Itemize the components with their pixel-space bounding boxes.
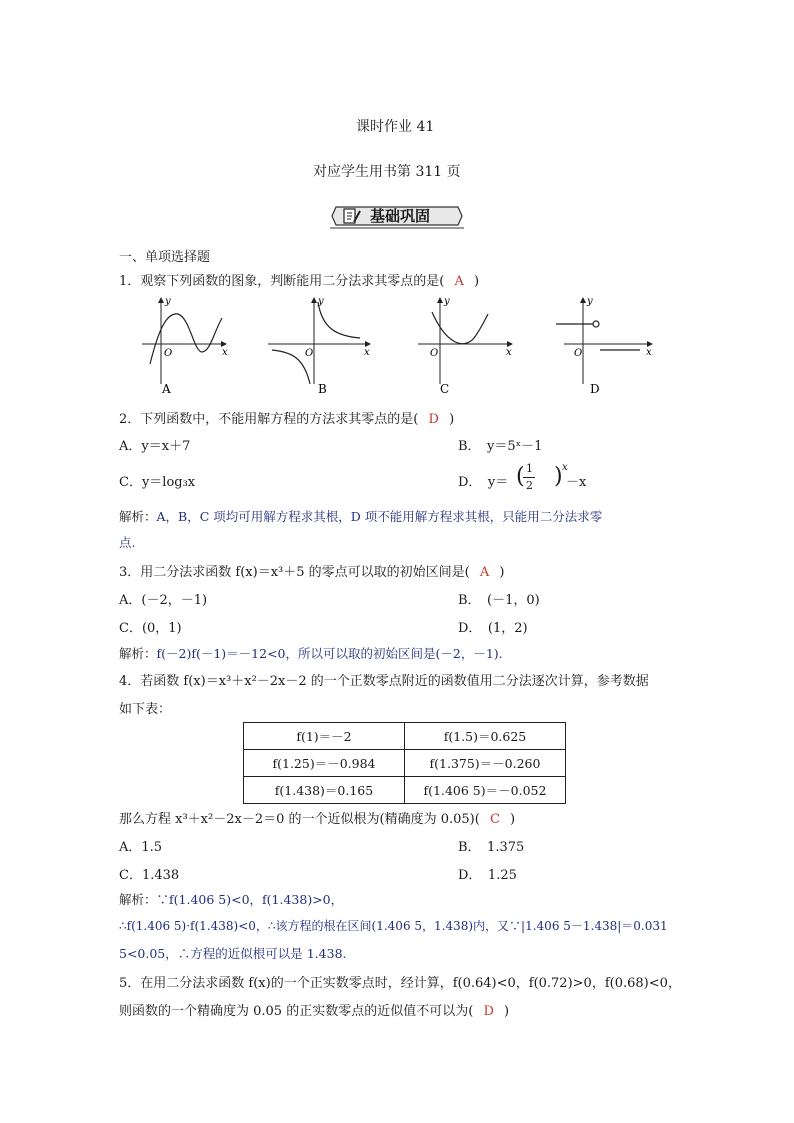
question-2-solution-line-2: 点. <box>119 535 136 550</box>
question-5-text: 则函数的一个精确度为 0.05 的正实数零点的近似值不可以为( <box>119 1004 474 1019</box>
badge-graphic <box>330 203 464 229</box>
graph-c <box>418 296 512 396</box>
page-subtitle: 对应学生用书第 311 页 <box>313 164 461 180</box>
question-5-line-1: 5．在用二分法求函数 f(x)的一个正实数零点时，经计算，f(0.64)<0，f(0.72)>0，f(0.68)<0， <box>119 976 681 991</box>
question-2-option-d-paren-close: ) <box>554 464 563 489</box>
table-cell: f(1.25)＝－0.984 <box>244 750 405 777</box>
table-row <box>244 723 566 750</box>
table-row <box>244 750 566 777</box>
question-3-option-d: D． (1，2) <box>458 621 528 636</box>
graph-d-y-label: y <box>587 296 593 307</box>
question-2-option-d-numerator: 1 <box>526 462 533 475</box>
graph-d-x-label: x <box>646 347 652 358</box>
question-2-option-d-prefix: D． y＝ <box>458 475 509 490</box>
question-1-graphs <box>0 292 794 400</box>
question-4-close: ) <box>510 812 516 827</box>
question-3-close: ) <box>499 565 505 580</box>
question-2-answer: D <box>428 412 439 427</box>
graph-b <box>268 296 370 396</box>
question-2-option-d-denominator: 2 <box>526 479 533 492</box>
question-3-solution-label: 解析： <box>119 646 157 661</box>
graph-d <box>556 296 652 396</box>
graph-c-origin: O <box>430 348 439 359</box>
question-3-answer: A <box>479 565 490 580</box>
question-5-close: ) <box>504 1004 510 1019</box>
table-cell: f(1.438)＝0.165 <box>244 777 405 804</box>
question-2-option-d-exponent: x <box>562 462 568 473</box>
graph-b-origin: O <box>305 348 314 359</box>
section-heading: 一、单项选择题 <box>119 250 211 265</box>
question-4-line-1: 4．若函数 f(x)＝x³＋x²－2x－2 的一个正数零点附近的函数值用二分法逐次计算，参考数据 <box>119 674 649 689</box>
page-title: 课时作业 41 <box>356 119 435 135</box>
table-cell: f(1.406 5)＝－0.052 <box>405 777 566 804</box>
graph-b-curve-right <box>318 302 360 338</box>
table-cell: f(1.375)＝－0.260 <box>405 750 566 777</box>
question-1-answer: A <box>454 274 464 289</box>
section-badge <box>330 203 464 229</box>
question-4-solution-label: 解析： <box>119 892 157 907</box>
graph-c-x-label: x <box>506 347 512 358</box>
question-5-line-2 <box>119 1000 509 1019</box>
question-4-line-3 <box>119 808 515 827</box>
graph-a-y-label: y <box>165 296 171 307</box>
question-2-close: ) <box>449 412 455 427</box>
question-4-solution-text-1: ∵f(1.406 5)<0，f(1.438)>0， <box>156 892 344 907</box>
question-5-answer: D <box>483 1004 494 1019</box>
question-4-solution-line-2: ∴f(1.406 5)·f(1.438)<0，∴该方程的根在区间(1.406 5，1.438)内，又∵|1.406 5－1.438|＝0.031 <box>119 919 668 933</box>
question-2-solution-line-1 <box>119 507 602 525</box>
question-3-solution <box>119 644 503 662</box>
graph-d-caption: D <box>590 382 600 396</box>
graph-a <box>142 296 228 396</box>
graph-b-x-label: x <box>364 347 370 358</box>
question-2 <box>119 408 454 427</box>
graph-c-y-label: y <box>444 296 450 307</box>
question-2-option-a: A．y＝x＋7 <box>119 439 191 454</box>
graph-a-x-label: x <box>222 347 228 358</box>
question-1-close: ) <box>474 274 480 289</box>
question-3-option-a: A．(－2，－1) <box>119 593 208 608</box>
question-4-option-c: C．1.438 <box>119 868 180 883</box>
badge-label: 基础巩固 <box>370 207 431 225</box>
question-3 <box>119 561 504 580</box>
table-row <box>244 777 566 804</box>
question-4-answer: C <box>489 812 500 827</box>
question-4-line-2: 如下表： <box>119 702 172 717</box>
question-2-option-c: C．y＝log₃x <box>119 475 196 490</box>
table-cell: f(1)＝－2 <box>244 723 405 750</box>
question-2-option-d-suffix: －x <box>566 475 587 490</box>
question-2-option-d-fraction-bar <box>523 477 535 478</box>
reference-data-table <box>243 722 566 804</box>
graph-a-caption: A <box>162 382 171 396</box>
table-cell: f(1.5)＝0.625 <box>405 723 566 750</box>
question-4-option-b: B． 1.375 <box>458 840 525 855</box>
question-3-option-c: C．(0，1) <box>119 621 182 636</box>
question-2-option-d-paren-open: ( <box>516 464 525 489</box>
question-4-solution-line-1 <box>119 890 343 908</box>
question-4-solution-line-3: 5<0.05，∴方程的近似根可以是 1.438. <box>119 946 347 961</box>
question-3-text: 3．用二分法求函数 f(x)＝x³＋5 的零点可以取的初始区间是( <box>119 565 470 580</box>
graph-c-caption: C <box>440 382 450 396</box>
graph-b-caption: B <box>318 382 327 396</box>
question-4-text: 那么方程 x³＋x²－2x－2＝0 的一个近似根为(精确度为 0.05)( <box>119 812 480 827</box>
question-2-solution-text-1: A，B，C 项均可用解方程求其根，D 项不能用解方程求其根，只能用二分法求零 <box>156 509 603 524</box>
graph-b-y-label: y <box>318 296 324 307</box>
question-1-text: 1．观察下列函数的图象，判断能用二分法求其零点的是( <box>119 274 445 289</box>
question-2-option-b: B． y＝5ˣ－1 <box>458 439 543 454</box>
question-3-option-b: B． (－1，0) <box>458 593 540 608</box>
question-2-solution-label: 解析： <box>119 509 157 524</box>
graph-d-open-point <box>593 321 599 327</box>
graph-d-origin: O <box>574 348 583 359</box>
question-3-solution-text: f(－2)f(－1)＝－12<0，所以可以取的初始区间是(－2，－1). <box>156 646 503 661</box>
graph-a-origin: O <box>164 348 173 359</box>
question-2-text: 2．下列函数中，不能用解方程的方法求其零点的是( <box>119 412 419 427</box>
question-4-option-d: D． 1.25 <box>458 868 517 883</box>
question-4-option-a: A．1.5 <box>119 840 163 855</box>
question-1 <box>119 270 479 289</box>
